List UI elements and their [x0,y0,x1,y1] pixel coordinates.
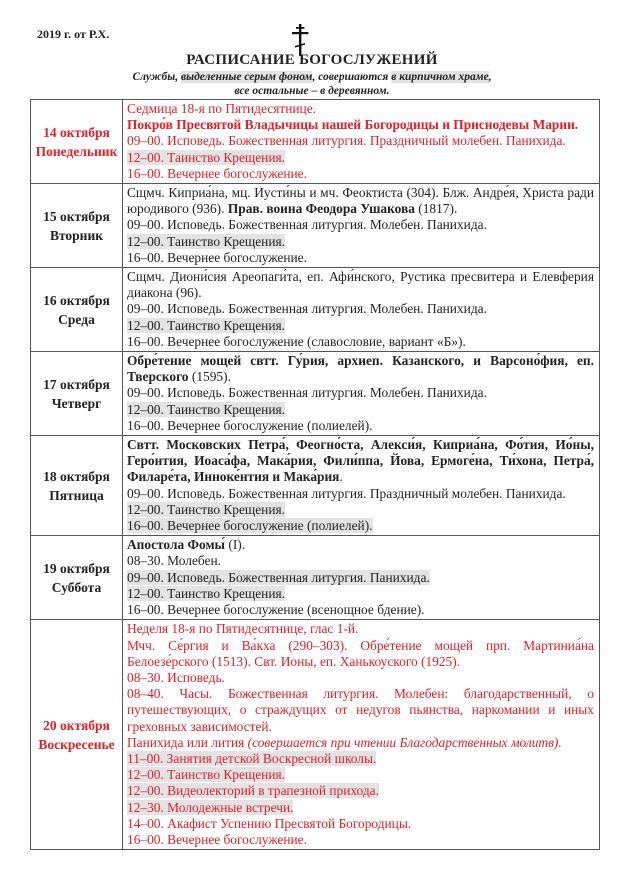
text-segment: 11–00. Занятия детской Воскресной школы. [127,750,377,766]
highlighted-text [127,751,376,766]
service-line [127,638,594,670]
text-segment: Апостола Фомы́ [127,537,226,553]
page-title: РАСПИСАНИЕ БОГОСЛУЖЕНИЙ [186,52,438,68]
line-text [127,670,225,685]
text-segment: 12–30. Молодежные встречи. [127,799,294,815]
text-segment: 09–00. Исповедь. Божественная литургия. Молебен. Панихида. [127,217,487,233]
service-line [127,751,594,767]
line-text [127,816,411,831]
date-cell [31,352,123,436]
date-cell [31,536,123,620]
services-cell [123,268,600,352]
line-text [127,117,578,132]
services-cell [123,184,600,268]
day-row [31,184,600,268]
subtitle-highlight: выделенные серым фоном [180,71,313,83]
text-segment: (1595). [188,369,231,385]
text-segment: (1817). [414,201,458,217]
line-text [127,832,307,847]
line-text [127,638,594,669]
date-cell [31,620,123,850]
service-line [127,385,594,401]
line-text [127,437,594,484]
text-segment: 16–00. Вечернее богослужение (всенощное бдение). [127,602,425,618]
service-line [127,537,594,553]
service-line [127,437,594,486]
line-text [127,185,594,216]
highlighted-text [127,767,285,782]
date: 20 октября [43,717,110,733]
date: 19 октября [43,560,110,576]
highlighted-text [127,402,285,417]
services-cell [123,352,600,436]
text-segment: 16–00. Вечернее богослужение (полиелей). [127,518,373,534]
text-segment: 09–00. Исповедь. Божественная литургия. Праздничный молебен. Панихида. [127,133,566,149]
service-line [127,133,594,149]
line-text [127,621,358,636]
service-line [127,586,594,602]
text-segment: 09–00. Исповедь. Божественная литургия. Панихида. [127,569,430,585]
subtitle-line2: все остальные – в деревянном. [234,85,390,97]
service-line [127,486,594,502]
service-line [127,670,594,686]
service-line [127,686,594,735]
line-text [127,334,466,349]
line-text [127,486,566,501]
date: 16 октября [43,292,110,308]
text-segment: 08–30. Молебен. [127,553,221,569]
text-segment: 12–00. Таинство Крещения. [127,767,286,783]
service-line [127,117,594,133]
line-text [127,166,307,181]
date: 14 октября [43,124,110,140]
text-segment: Покро́в Пресвятой Владычицы нашей Богородицы и Приснодевы Марии. [127,117,579,133]
text-segment: 16–00. Вечернее богослужение. [127,249,307,265]
services-cell [123,536,600,620]
subtitle-text: , [488,71,492,83]
weekday: Четверг [51,395,102,411]
highlighted-text [127,318,285,333]
weekday: Понедельник [35,143,118,159]
line-text [127,353,594,384]
text-segment: 12–00. Таинство Крещения. [127,501,286,517]
highlighted-text [127,150,285,165]
service-line [127,735,594,751]
date-cell [31,184,123,268]
text-segment: 08–30. Исповедь. [127,669,225,685]
subtitle-text: , совершаются [312,71,392,83]
text-segment: 16–00. Вечернее богослужение (полиелей). [127,417,373,433]
text-segment: 12–00. Видеолекторий в трапезной прихода. [127,783,379,799]
line-text [127,735,562,750]
service-line [127,570,594,586]
line-text [127,553,221,568]
text-segment: 16–00. Вечернее богослужение (славословие, вариант «Б»). [127,333,466,349]
highlighted-text [127,570,430,585]
year-label: 2019 г. от Р.Х. [37,27,110,41]
service-line [127,234,594,250]
service-line [127,269,594,301]
highlighted-text [127,586,285,601]
service-line [127,166,594,182]
text-segment: 09–00. Исповедь. Божественная литургия. Молебен. Панихида. [127,385,487,401]
service-line [127,334,594,350]
text-segment: Седмица 18-я по Пятидесятнице. [127,101,317,116]
service-line [127,301,594,317]
subtitle-text: Службы, [132,71,181,83]
text-segment: Свтт. Московских Петра́, Феогно́ста, Алекси́я, Киприа́на, Фо́тия, Ио́ны, Геро́нтия, Иоаса́фа, Мака́рия, Фили́ппа, Йова, Ермоге́на, Ти́хона, Петра́, Филаре́та, Иннoке́нтия и Мака́рия [127,437,594,485]
text-segment: Сщмч. Диони́сия Ареопаги́та, еп. Афи́нского, Рустика пресвитера и Елевферия диакона (96). [127,269,594,301]
service-line [127,602,594,618]
services-cell [123,620,600,850]
text-segment: . [339,469,343,485]
service-line [127,101,594,117]
text-segment: 09–00. Исповедь. Божественная литургия. Праздничный молебен. Панихида. [127,485,566,501]
service-line [127,767,594,783]
day-row [31,268,600,352]
service-line [127,353,594,385]
service-line [127,217,594,233]
text-segment: 14–00. Акафист Успению Пресвятой Богородицы. [127,815,412,831]
line-text [127,686,594,733]
text-segment: 16–00. Вечернее богослужение. [127,831,307,847]
services-cell [123,436,600,536]
subtitle-highlight: в кирпичном храме [391,71,489,83]
service-line [127,783,594,799]
weekday: Пятница [49,487,104,503]
highlighted-text [127,234,285,249]
text-segment: 12–00. Таинство Крещения. [127,401,286,417]
date-cell [31,100,123,184]
text-segment: Обре́тение мощей свтт. Гу́рия, архиеп. Казанского, и Варсоно́фия, еп. Тверского [127,353,594,385]
date: 15 октября [43,208,110,224]
weekday: Среда [58,311,95,327]
day-row [31,536,600,620]
day-row [31,100,600,184]
text-segment: 12–00. Таинство Крещения. [127,233,286,249]
service-line [127,816,594,832]
line-text [127,101,316,116]
text-segment: Мчч. Се́ргия и Ва́кха (290–303). Обре́тение мощей прп. Мартиниа́на Белоезе́рского (1513). Свт. Ионы, еп. Ханькоуского (1925). [127,637,594,669]
service-line [127,502,594,518]
service-line [127,418,594,434]
text-segment: 12–00. Таинство Крещения. [127,317,286,333]
line-text [127,269,594,300]
line-text [127,385,487,400]
service-line [127,318,594,334]
text-segment: 12–00. Таинство Крещения. [127,149,286,165]
service-line [127,150,594,166]
service-line [127,621,594,637]
text-segment: Прав. воина Феодора Ушакова [227,201,415,217]
line-text [127,602,425,617]
line-text [127,537,245,552]
service-line [127,518,594,534]
service-line [127,185,594,217]
day-row [31,620,600,850]
day-row [31,352,600,436]
text-segment: Панихида или лития [127,734,248,750]
schedule-table [30,99,600,850]
date-cell [31,436,123,536]
service-line [127,800,594,816]
line-text [127,250,307,265]
services-cell [123,100,600,184]
text-segment: 12–00. Таинство Крещения. [127,585,286,601]
service-line [127,250,594,266]
highlighted-text [127,800,293,815]
date-cell [31,268,123,352]
weekday: Воскресенье [38,736,115,752]
date: 17 октября [43,376,110,392]
text-segment: (I). [225,537,246,553]
text-segment: 08–40. Часы. Божественная литургия. Молебен: благодарственный, о путешествующих, о страждущих от недугов пьянства, наркомании и иных греховных зависимостей. [127,686,594,734]
weekday: Вторник [49,227,104,243]
text-segment: Неделя 18-я по Пятидесятнице, глас 1-й. [127,621,359,637]
line-text [127,217,487,232]
highlighted-text [127,783,379,798]
text-segment: 09–00. Исповедь. Божественная литургия. Молебен. Панихида. [127,301,487,317]
highlighted-text [127,502,285,517]
service-line [127,553,594,569]
line-text [127,301,487,316]
service-line [127,402,594,418]
text-segment: (совершается при чтении Благодарственных молитв). [247,734,562,750]
highlighted-text [127,518,373,533]
service-line [127,832,594,848]
line-text [127,133,566,148]
line-text [127,418,373,433]
text-segment: 16–00. Вечернее богослужение. [127,165,307,181]
text-segment: Сщмч. Киприа́на, мц. Иусти́ны и мч. Феоктиста (304). Блж. Андре́я, Христа ради юродивого (936). [127,185,594,217]
subtitle [0,71,624,83]
date: 18 октября [43,468,110,484]
weekday: Суббота [51,579,102,595]
day-row [31,436,600,536]
